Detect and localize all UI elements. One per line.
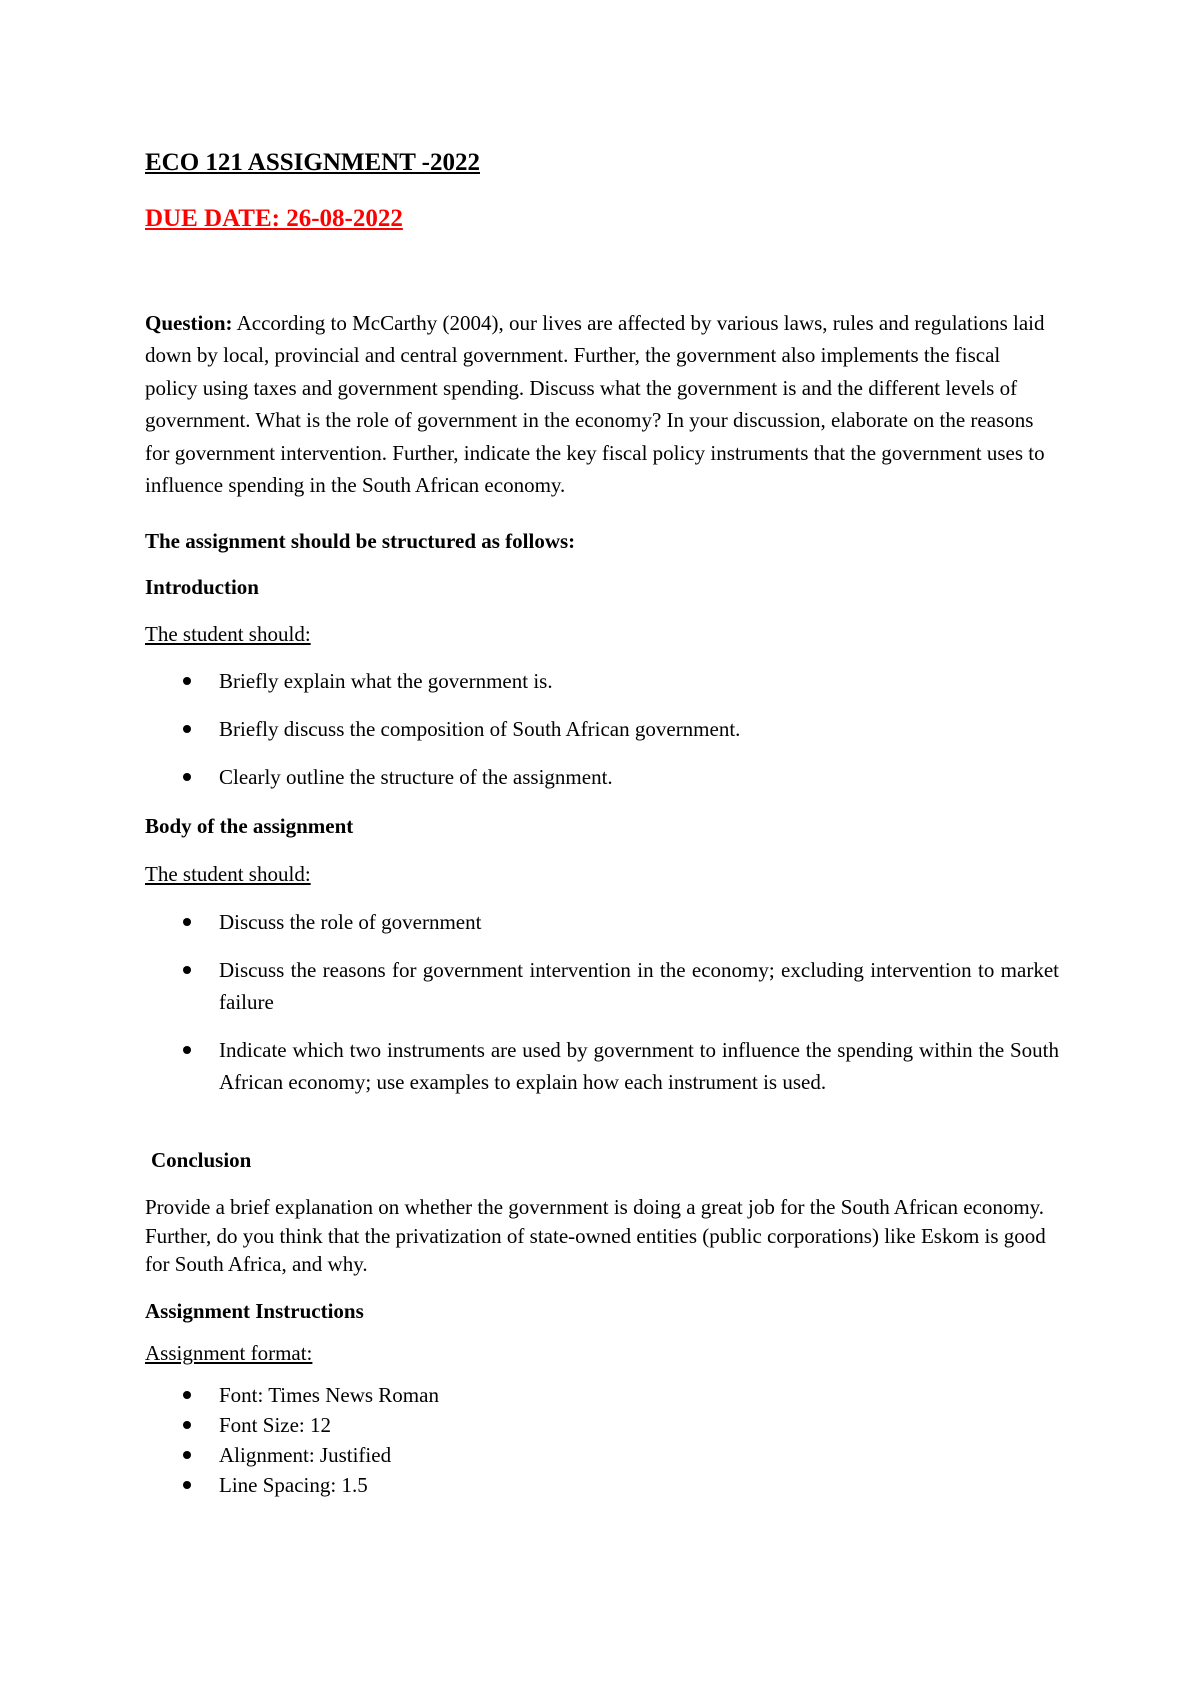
list-item-text: Alignment: Justified bbox=[219, 1443, 392, 1467]
instructions-label: Assignment format: bbox=[145, 1341, 313, 1365]
list-item-text: Discuss the reasons for government intervention in the economy; excluding intervention to market failure bbox=[219, 958, 1059, 1015]
list-item-text: Line Spacing: 1.5 bbox=[219, 1473, 368, 1497]
list-item-text: Font Size: 12 bbox=[219, 1413, 332, 1437]
bullet-icon bbox=[183, 1046, 191, 1054]
bullet-icon bbox=[183, 725, 191, 733]
list-item bbox=[183, 713, 1059, 745]
bullet-icon bbox=[183, 1421, 191, 1429]
body-label: The student should: bbox=[145, 862, 311, 886]
list-item bbox=[183, 954, 1059, 1019]
bullet-icon bbox=[183, 1391, 191, 1399]
list-item bbox=[183, 906, 1059, 938]
list-item bbox=[183, 1470, 368, 1500]
conclusion-text: Provide a brief explanation on whether the government is doing a great job for the South African economy. Further, do you think that the privatization of state-owned entities (public corporations) like Eskom is good for South Africa, and why. bbox=[145, 1195, 1046, 1276]
question-text: According to McCarthy (2004), our lives are affected by various laws, rules and regulations laid down by local, provincial and central government. Further, the government also implements the fiscal policy using taxes and government spending. Discuss what the government is and the different levels of government. What is the role of government in the economy? In your discussion, elaborate on the reasons for government intervention. Further, indicate the key fiscal policy instruments that the government uses to influence spending in the South African economy. bbox=[145, 311, 1045, 498]
body-heading: Body of the assignment bbox=[145, 814, 354, 838]
assignment-title: ECO 121 ASSIGNMENT -2022 bbox=[145, 149, 481, 176]
question-label: Question: bbox=[145, 311, 233, 335]
list-item-text: Discuss the role of government bbox=[219, 910, 482, 934]
list-item bbox=[183, 665, 1059, 697]
due-date: DUE DATE: 26-08-2022 bbox=[145, 205, 403, 232]
list-item bbox=[183, 1410, 331, 1440]
list-item-text: Clearly outline the structure of the assignment. bbox=[219, 765, 613, 789]
question-paragraph bbox=[145, 307, 1055, 501]
bullet-icon bbox=[183, 773, 191, 781]
bullet-icon bbox=[183, 966, 191, 974]
list-item-text: Font: Times News Roman bbox=[219, 1383, 439, 1407]
bullet-icon bbox=[183, 1481, 191, 1489]
bullet-icon bbox=[183, 677, 191, 685]
list-item bbox=[183, 1440, 391, 1470]
list-item bbox=[183, 1380, 439, 1410]
list-item bbox=[183, 1034, 1059, 1099]
structure-heading: The assignment should be structured as follows: bbox=[145, 529, 576, 553]
list-item-text: Briefly discuss the composition of South African government. bbox=[219, 717, 741, 741]
list-item-text: Indicate which two instruments are used by government to influence the spending within the South African economy; use examples to explain how each instrument is used. bbox=[219, 1038, 1059, 1095]
introduction-heading: Introduction bbox=[145, 575, 259, 599]
introduction-label: The student should: bbox=[145, 622, 311, 646]
list-item-text: Briefly explain what the government is. bbox=[219, 669, 553, 693]
conclusion-heading: Conclusion bbox=[151, 1148, 252, 1172]
bullet-icon bbox=[183, 1451, 191, 1459]
bullet-icon bbox=[183, 918, 191, 926]
instructions-heading: Assignment Instructions bbox=[145, 1299, 364, 1323]
list-item bbox=[183, 761, 1059, 793]
